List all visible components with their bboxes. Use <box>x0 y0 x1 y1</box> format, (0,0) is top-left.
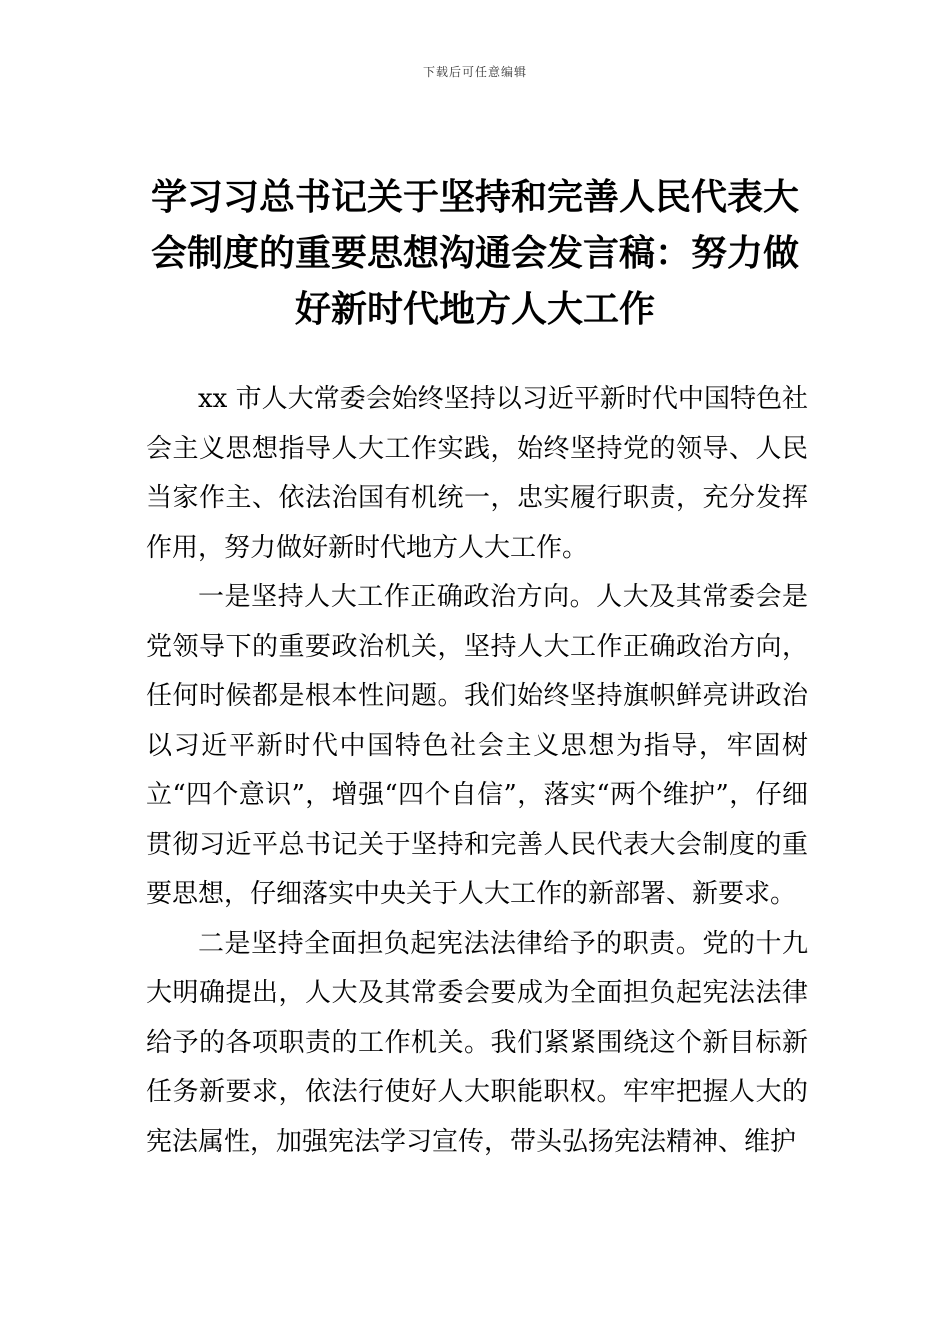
document-title: 学习习总书记关于坚持和完善人民代表大会制度的重要思想沟通会发言稿：努力做好新时代地方人大工作 <box>150 177 799 330</box>
paragraph-political-direction: 一是坚持人大工作正确政治方向。人大及其常委会是党领导下的重要政治机关，坚持人大工作正确政治方向，任何时候都是根本性问题。我们始终坚持旗帜鲜亮讲政治以习近平新时代中国特色社会主义思想为指导，牢固树立“四个意识”，增强“四个自信”，落实“两个维护”，仔细贯彻习近平总书记关于坚持和完善人民代表大会制度的重要思想，仔细落实中央关于人大工作的新部署、新要求。 <box>146 582 808 909</box>
document-body <box>146 375 808 1167</box>
paragraph-constitutional-duties: 二是坚持全面担负起宪法法律给予的职责。党的十九大明确提出，人大及其常委会要成为全面担负起宪法法律给予的各项职责的工作机关。我们紧紧围绕这个新目标新任务新要求，依法行使好人大职能职权。牢牢把握人大的宪法属性，加强宪法学习宣传，带头弘扬宪法精神、维护 <box>146 928 808 1157</box>
paragraph-intro: xx 市人大常委会始终坚持以习近平新时代中国特色社会主义思想指导人大工作实践，始终坚持党的领导、人民当家作主、依法治国有机统一，忠实履行职责，充分发挥作用，努力做好新时代地方人大工作。 <box>146 384 808 563</box>
header-note: 下载后可任意编辑 <box>422 65 527 79</box>
